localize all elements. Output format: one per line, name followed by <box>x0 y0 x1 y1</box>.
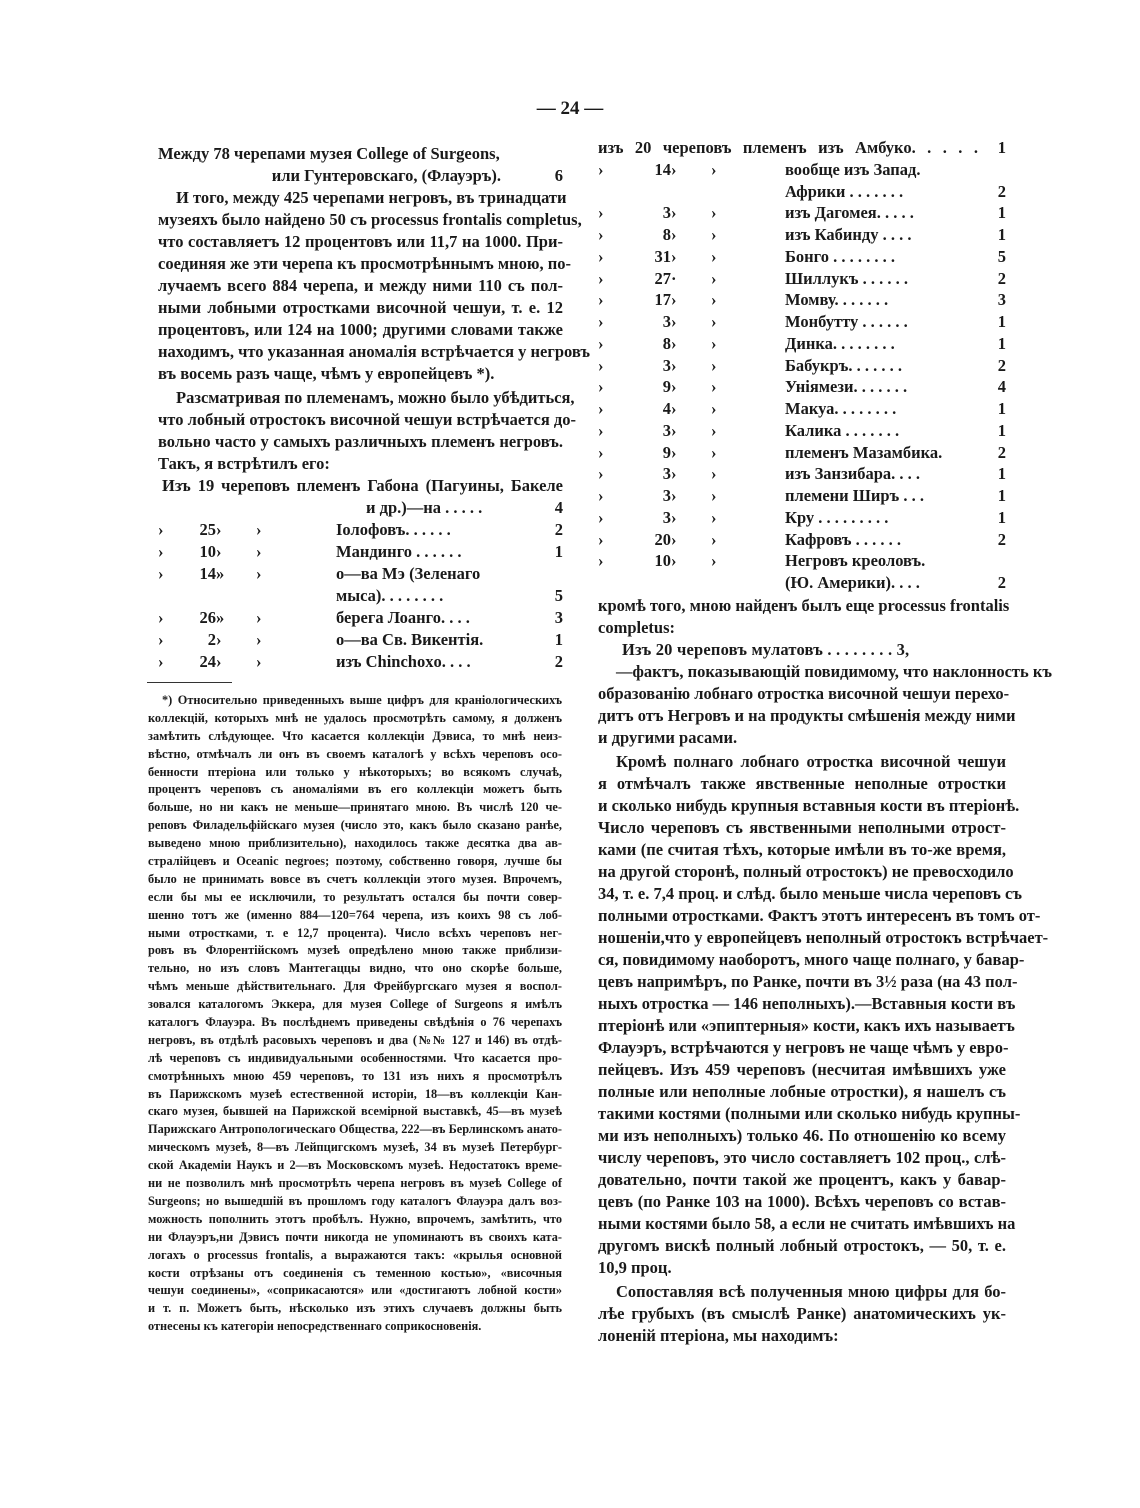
ditto-mark: › <box>711 290 717 310</box>
count-value: 1 <box>554 630 563 649</box>
table-row <box>158 563 563 585</box>
ditto-mark: › <box>598 312 604 331</box>
footnote-line: зовался каталогомъ Эккера, для музея College of Surgeons я имѣлъ <box>148 997 562 1012</box>
table-first-value: 4 <box>554 498 563 517</box>
ditto-mark: › <box>711 529 717 549</box>
table-row <box>598 311 1006 333</box>
table-row <box>598 181 1006 203</box>
footnote-line: вѣстно, отмѣчалъ ли онъ въ своемъ каталогѣ у всѣхъ череповъ осо- <box>148 746 562 761</box>
ditto-mark: › <box>598 442 604 462</box>
text-line: дитъ отъ Негровъ и на продукты смѣшенія между ними <box>598 705 1016 725</box>
footnote-divider <box>147 682 232 683</box>
text-line: и сколько нибудь крупныя вставныя кости въ птеріонѣ. <box>598 795 1020 815</box>
ditto-mark <box>711 572 785 594</box>
footnote-line: лѣ череповъ съ индивидуальными особенностями. Что касается про- <box>148 1050 562 1065</box>
ditto-mark: › <box>711 355 717 375</box>
ditto-mark: › <box>158 630 164 649</box>
skull-count: 25 <box>199 520 216 539</box>
ditto-mark: › <box>598 464 604 484</box>
skull-count: 3 <box>662 312 671 331</box>
ditto-mark: › <box>598 159 604 179</box>
tribe-name: (Ю. Америки). . . . <box>785 573 920 592</box>
text-line: числу череповъ, это число составляетъ 102 проц., слѣ- <box>598 1147 1006 1167</box>
text-line: пейцевъ. Изъ 459 череповъ (несчитая имѣвшихъ уже <box>598 1059 1006 1079</box>
table-row <box>598 246 1006 268</box>
ditto-mark: › <box>711 203 717 223</box>
skull-count: 14 <box>654 159 671 179</box>
ditto-mark: › <box>671 464 677 484</box>
paragraph <box>598 751 1049 1279</box>
after-table-line: кромѣ того, мною найденъ былъ еще processus frontalis <box>598 595 1010 615</box>
ditto-mark: › <box>598 203 604 223</box>
ditto-mark <box>598 572 623 594</box>
text-line: Флауэръ, встрѣчаются у негровъ не чаще чѣмъ у евро- <box>598 1037 1009 1057</box>
footnote-line: ными отростками, т. е 12,7 процента). Число всѣхъ череповъ нег- <box>148 925 562 940</box>
count-value <box>988 159 1006 181</box>
count-value: 2 <box>554 520 563 539</box>
right-table-first-value: 1 <box>997 138 1006 157</box>
footnote-line: каталогъ Флауэра. Въ послѣднемъ приведены свѣдѣнія о 76 черепахъ <box>148 1015 562 1030</box>
ditto-mark: › <box>711 464 717 484</box>
skull-count: 3 <box>662 355 671 375</box>
skull-count: 4 <box>662 399 671 418</box>
tribe-name: племени Ширъ . . . <box>785 486 924 505</box>
text-line: ся, повидимому наоборотъ, много чаще полнаго, у бавар- <box>598 949 1025 969</box>
count-value: 5 <box>997 246 1006 266</box>
count-value: 2 <box>997 268 1006 288</box>
count-value: 1 <box>997 225 1006 244</box>
text-line: 10,9 проц. <box>598 1257 672 1277</box>
tribe-name: изъ Кабинду . . . . <box>785 225 912 244</box>
skull-count: 27 <box>654 268 671 288</box>
text-line: ными костями было 58, а если не считать имѣвшихъ на <box>598 1213 1016 1233</box>
ditto-mark: › <box>711 507 717 527</box>
table-row <box>598 572 1006 594</box>
skull-count: 8 <box>662 225 671 244</box>
text-line: лучаемъ всего 884 черепа, и между ними 110 съ пол- <box>158 276 563 295</box>
tribe-name: мыса). . . . . . . . <box>336 586 444 605</box>
text-line: лоненій птеріона, мы находимъ: <box>598 1325 839 1345</box>
tribe-name: Мандинго . . . . . . <box>336 542 462 561</box>
count-value: 1 <box>997 399 1006 418</box>
tribe-name: Африки . . . . . . . <box>785 181 904 201</box>
table-row <box>598 485 1006 507</box>
text-line: образованію лобнаго отростка височной чешуи перехо- <box>598 683 1010 703</box>
footnote-line: ровъ въ Флорентійскомъ музеѣ опредѣлено мною также приблизи- <box>148 943 562 958</box>
tribe-name: Момву. . . . . . . <box>785 290 889 310</box>
footnote-line: Surgeons; но вышедшій въ прошломъ году каталогъ Флауэра далъ воз- <box>148 1193 562 1208</box>
text-line: Кромѣ полнаго лобнаго отростка височной чешуи <box>616 751 1006 771</box>
ditto-mark: › <box>711 333 717 353</box>
skull-count: 3 <box>662 203 671 223</box>
skull-count: 3 <box>662 507 671 527</box>
tribe-name: о—ва Св. Викентія. <box>336 630 484 649</box>
tribe-name: изъ Дагомея. . . . . <box>785 203 914 223</box>
count-value: 2 <box>554 652 563 671</box>
footnote-line: больше, но ни какъ не меньше—принятаго мною. Въ числѣ 120 че- <box>148 800 562 815</box>
count-value: 2 <box>997 355 1006 375</box>
top-entry-line1: Между 78 черепами музея College of Surgeons, <box>158 144 500 163</box>
ditto-mark: › <box>598 399 604 418</box>
tribe-name: Калика . . . . . . . <box>785 420 900 440</box>
text-line: Число череповъ съ явственными неполными отрост- <box>598 817 1006 837</box>
count-value: 2 <box>997 442 1006 462</box>
text-line: полными отростками. Фактъ этотъ интересенъ въ томъ от- <box>598 905 1041 925</box>
ditto-mark: › <box>671 290 677 310</box>
ditto-mark <box>671 572 711 594</box>
table-row <box>598 159 1006 181</box>
ditto-mark: › <box>158 542 164 561</box>
mulatto-line: Изъ 20 череповъ мулатовъ . . . . . . . . 3, <box>622 639 910 659</box>
text-line: ками (пе считая тѣхъ, которые имѣли въ то-же время, <box>598 839 1006 859</box>
tribe-name: о—ва Мэ (Зеленаго <box>336 564 481 583</box>
text-line: и другими расами. <box>598 727 738 747</box>
count-value: 1 <box>997 312 1006 331</box>
right-paragraphs <box>598 661 1053 1347</box>
ditto-mark: › <box>598 225 604 244</box>
table-row <box>598 333 1006 355</box>
ditto-mark: › <box>671 312 677 331</box>
table-row <box>158 585 563 607</box>
table-row <box>598 529 1006 551</box>
ditto-mark: › <box>711 551 717 571</box>
text-line: 34, т. е. 7,4 проц. и слѣд. было меньше числа череповъ съ <box>598 883 1022 903</box>
ditto-mark: › <box>711 246 717 266</box>
ditto-mark: › <box>158 520 164 539</box>
text-line: цевъ напримѣръ, по Ранке, почти въ 3½ раза (на 43 пол- <box>598 971 1018 991</box>
ditto-mark: › <box>671 203 677 223</box>
after-table-line: completus: <box>598 617 675 637</box>
ditto-mark: » <box>216 608 225 627</box>
ditto-mark: › <box>256 564 262 583</box>
tribe-name: вообще изъ Запад. <box>785 159 921 179</box>
skull-count: 8 <box>662 333 671 353</box>
footnote-line: въ Парижскомъ музеѣ естественной исторіи, 18—въ коллекціи Кан- <box>148 1086 562 1101</box>
skull-count: 10 <box>654 551 671 571</box>
table-row <box>158 541 563 563</box>
skull-count: 2 <box>207 630 216 649</box>
ditto-mark: › <box>598 486 604 505</box>
tribe-name: Уніямези. . . . . . . <box>785 377 908 397</box>
ditto-mark: › <box>671 246 677 266</box>
ditto-mark: › <box>671 420 677 440</box>
table-row <box>598 355 1006 377</box>
skull-count: 31 <box>654 246 671 266</box>
ditto-mark: › <box>216 542 222 561</box>
text-line: такими костями (полными или сколько нибудь крупны- <box>598 1103 1021 1123</box>
table-row <box>598 376 1006 398</box>
text-line: полные или неполные лобные отростки), я нашелъ съ <box>598 1081 1006 1101</box>
count-value: 4 <box>997 377 1006 397</box>
ditto-mark: › <box>671 551 677 571</box>
top-entry-text: или Гунтеровскаго, (Флауэръ). <box>271 166 501 185</box>
footnote-line: ской Академіи Наукъ и 2—въ Московскомъ музеѣ. Недостатокъ време- <box>148 1158 562 1173</box>
ditto-mark: › <box>671 225 677 244</box>
table-row <box>158 651 563 673</box>
skull-count: 10 <box>199 542 216 561</box>
footnote <box>148 692 562 1336</box>
text-line: въ восемь разъ чаще, чѣмъ у европейцевъ *). <box>158 364 495 383</box>
tribe-name: Негровъ креоловъ. <box>785 551 926 571</box>
ditto-mark: › <box>598 246 604 266</box>
table-row <box>598 224 1006 246</box>
footnote-line: бенности птеріона или только у нѣкоторыхъ; во всякомъ случаѣ, <box>148 764 562 779</box>
text-line: Сопоставляя всѣ полученныя мною цифры для бо- <box>616 1281 1006 1301</box>
skull-count: 9 <box>662 442 671 462</box>
footnote-line: Парижскаго Антропологическаго Общества, 222—въ Берлинскомъ анато- <box>148 1122 562 1137</box>
skull-count: 20 <box>654 529 671 549</box>
footnote-line: коллекцій, которыхъ мнѣ не удалось просмотрѣть самому, я долженъ <box>148 710 562 725</box>
table-first-line: Изъ 19 череповъ племенъ Габона (Пагуины, Бакеле <box>162 476 563 495</box>
footnote-line: реповъ Филадельфійскаго музея (число это, какъ было сказано ранѣе, <box>148 818 562 833</box>
tribe-name: Кру . . . . . . . . . <box>785 507 889 527</box>
footnote-line: замѣтить слѣдующее. Что касается коллекціи Дэвиса, то мнѣ неиз- <box>148 728 562 743</box>
count-value: 1 <box>997 203 1006 223</box>
tribe-name: изъ Занзибара. . . . <box>785 464 921 484</box>
text-line: довательно, почти такой же процентъ, какъ у бавар- <box>598 1169 1006 1189</box>
count-value: 1 <box>997 464 1006 484</box>
skull-count: 3 <box>662 420 671 440</box>
table-first-cont-text: и др.)—на . . . . . <box>366 498 483 517</box>
ditto-mark: › <box>256 542 262 561</box>
skull-count <box>623 572 671 594</box>
ditto-mark: › <box>256 608 262 627</box>
footnote-line: можность пополнить этотъ пробѣлъ. Нужно, впрочемъ, замѣтить, что <box>148 1211 562 1226</box>
ditto-mark: › <box>256 652 262 671</box>
ditto-mark <box>216 585 256 607</box>
ditto-mark: › <box>158 652 164 671</box>
footnote-line: если бы мы ее исключили, то результатъ остался бы почти совер- <box>148 889 562 904</box>
text-line: находимъ, что указанная аномалія встрѣчается у негровъ <box>158 342 590 361</box>
text-line: что составляетъ 12 процентовъ или 11,7 на 1000. При- <box>158 232 563 251</box>
count-value: 1 <box>997 507 1006 527</box>
ditto-mark: › <box>256 630 262 649</box>
text-line: вольно часто у самыхъ различныхъ племенъ негровъ. <box>158 432 563 451</box>
table-row <box>598 442 1006 464</box>
table-row <box>158 519 563 541</box>
tribe-name: Шиллукъ . . . . . . <box>785 268 909 288</box>
table-row <box>598 507 1006 529</box>
text-line: я отмѣчалъ также явственные неполные отростки <box>598 773 1006 793</box>
ditto-mark: › <box>598 290 604 310</box>
page-number: — 24 — <box>536 98 604 119</box>
right-table <box>598 159 1006 594</box>
footnote-line: *) Относительно приведенныхъ выше цифръ для краніологическихъ <box>162 693 562 707</box>
table-row <box>598 550 1006 572</box>
ditto-mark: › <box>711 225 717 244</box>
tribe-name: Монбутту . . . . . . <box>785 312 908 331</box>
ditto-mark: › <box>671 355 677 375</box>
tribe-name: племенъ Мазамбика. <box>785 442 943 462</box>
text-line: музеяхъ было найдено 50 съ processus frontalis completus, <box>158 210 582 229</box>
text-line: соединяя же эти черепа къ просмотрѣннымъ мною, по- <box>158 254 572 273</box>
ditto-mark: › <box>216 652 222 671</box>
skull-count: 26 <box>199 608 216 627</box>
footnote-line: скаго музея, бывшей на Парижской всемірной выставкѣ, 45—въ музеѣ <box>148 1104 562 1119</box>
count-value: 1 <box>997 486 1006 505</box>
right-column <box>598 137 1053 1347</box>
left-paragraphs <box>158 187 590 475</box>
text-line: птеріонѣ или «эпиптерныя» кости, какъ ихъ называетъ <box>598 1015 1015 1035</box>
ditto-mark: › <box>671 507 677 527</box>
ditto-mark: » <box>216 564 225 583</box>
ditto-mark: › <box>671 442 677 462</box>
paragraph <box>598 1281 1006 1347</box>
count-value <box>541 563 563 585</box>
table-row <box>598 289 1006 311</box>
tribe-name: Динка. . . . . . . . <box>785 333 895 353</box>
skull-count <box>623 181 671 203</box>
ditto-mark <box>598 181 623 203</box>
text-line: на другой сторонѣ, полный отростокъ) не превосходило <box>598 861 1014 881</box>
ditto-mark <box>671 181 711 203</box>
count-value: 5 <box>554 586 563 605</box>
text-line: ныхъ отростка — 146 неполныхъ).—Вставныя кости въ <box>598 993 1016 1013</box>
footnote-line: шенно тотъ же (именно 884—120=764 черепа, изъ коихъ 98 съ лоб- <box>148 907 562 922</box>
ditto-mark: › <box>598 355 604 375</box>
tribe-name: Кафровъ . . . . . . <box>785 529 902 549</box>
table-row <box>598 420 1006 442</box>
table-row <box>598 268 1006 290</box>
ditto-mark <box>256 585 336 607</box>
ditto-mark: › <box>256 520 262 539</box>
ditto-mark: › <box>711 420 717 440</box>
ditto-mark: › <box>158 564 164 583</box>
footnote-line: отнесены къ категоріи непосредственнаго соприкосновенія. <box>148 1319 482 1334</box>
count-value: 1 <box>997 333 1006 353</box>
ditto-mark: › <box>671 486 677 505</box>
ditto-mark: › <box>598 529 604 549</box>
ditto-mark: › <box>671 399 677 418</box>
count-value: 1 <box>997 420 1006 440</box>
ditto-mark: › <box>711 159 717 179</box>
footnote-line: ни не позволилъ мнѣ просмотрѣть черепа негровъ въ музеѣ College of <box>148 1176 562 1191</box>
count-value: 3 <box>554 608 563 627</box>
ditto-mark <box>711 181 785 203</box>
skull-count <box>172 585 216 607</box>
paragraph <box>598 661 1053 749</box>
right-table-first-text: изъ 20 череповъ племенъ изъ Амбуко. . . . . <box>598 138 978 157</box>
ditto-mark: › <box>711 486 717 505</box>
text-line: —фактъ, показывающій повидимому, что наклонность къ <box>616 661 1053 681</box>
text-line: ми изъ неполныхъ) только 46. По отношенію ко всему <box>598 1125 1006 1145</box>
text-line: Разсматривая по племенамъ, можно было убѣдиться, <box>176 388 575 407</box>
tribe-name: Іолофовъ. . . . . . <box>336 520 451 539</box>
text-line: ными лобными отростками височной чешуи, т. е. 12 <box>158 298 563 317</box>
skull-count: 3 <box>662 464 671 484</box>
tribe-name: Макуа. . . . . . . . <box>785 399 897 418</box>
text-line: лѣе грубыхъ (въ смыслѣ Ранке) анатомическихъ ук- <box>598 1303 1006 1323</box>
footnote-line: логахъ о processus frontalis, а выражаются такъ: «крылья основной <box>148 1247 562 1262</box>
skull-count: 17 <box>654 290 671 310</box>
tribe-name: берега Лоанго. . . . <box>336 608 470 627</box>
table-row <box>598 398 1006 420</box>
ditto-mark: › <box>598 551 604 571</box>
footnote-line: было не принимать вовсе въ счетъ коллекціи этого музея. Впрочемъ, <box>148 871 562 886</box>
footnote-line: тельно, но изъ словъ Мантегаццы видно, что оно скорѣе больше, <box>148 961 562 976</box>
footnote-line: и т. п. Можетъ быть, нѣсколько изъ этихъ случаевъ должны быть <box>148 1301 562 1316</box>
ditto-mark: › <box>598 420 604 440</box>
text-line: ношеніи,что у европейцевъ неполный отростокъ встрѣчает- <box>598 927 1049 947</box>
ditto-mark: › <box>216 520 222 539</box>
ditto-mark: › <box>711 312 717 331</box>
skull-count: 9 <box>662 377 671 397</box>
text-line: другомъ вискѣ полный лобный отростокъ, — 50, т. е. <box>598 1235 1006 1255</box>
text-line: цевъ (по Ранке 103 на 1000). Всѣхъ череповъ со встав- <box>598 1191 1006 1211</box>
left-table <box>158 519 563 673</box>
paragraph <box>158 187 590 385</box>
table-row <box>158 607 563 629</box>
footnote-line: стралійцевъ и Oceanic negroes; поэтому, собственно говоря, лучше бы <box>148 854 562 869</box>
footnote-line: смотрѣнныхъ мною 459 череповъ, то 131 изъ нихъ я просмотрѣлъ <box>148 1068 562 1083</box>
table-row <box>598 202 1006 224</box>
text-line: И того, между 425 черепами негровъ, въ тринадцати <box>176 188 567 207</box>
ditto-mark: · <box>671 268 677 288</box>
ditto-mark: › <box>598 268 604 288</box>
tribe-name: изъ Chinchoxo. . . . <box>336 652 471 671</box>
ditto-mark: › <box>671 377 677 397</box>
ditto-mark <box>158 585 172 607</box>
top-entry-value: 6 <box>554 166 563 185</box>
skull-count: 14 <box>199 564 216 583</box>
count-value: 2 <box>997 529 1006 549</box>
tribe-name: Бабукръ. . . . . . . <box>785 355 902 375</box>
footnote-line: процентъ череповъ съ аномаліями въ его коллекціи можетъ быть <box>148 782 562 797</box>
ditto-mark: › <box>216 630 222 649</box>
count-value: 1 <box>554 542 563 561</box>
text-line: что лобный отростокъ височной чешуи встрѣчается до- <box>158 410 576 429</box>
count-value <box>988 550 1006 572</box>
ditto-mark: › <box>598 333 604 353</box>
footnote-line: чешуи соединены», «соприкасаются» или «достигаютъ лобной кости» <box>148 1283 562 1298</box>
count-value: 2 <box>997 181 1006 201</box>
table-row <box>598 463 1006 485</box>
ditto-mark: › <box>711 399 717 418</box>
top-entry-line2 <box>158 165 563 187</box>
ditto-mark: › <box>671 333 677 353</box>
text-line: Такъ, я встрѣтилъ его: <box>158 454 330 473</box>
ditto-mark: › <box>711 377 717 397</box>
tribe-name: Бонго . . . . . . . . <box>785 246 895 266</box>
footnote-paragraph <box>148 692 562 1336</box>
skull-count: 24 <box>199 652 216 671</box>
table-row <box>158 629 563 651</box>
left-column <box>158 143 590 673</box>
ditto-mark: › <box>671 159 677 179</box>
footnote-line: негровъ, въ отдѣлѣ расовыхъ череповъ и два (№№ 127 и 146) въ отдѣ- <box>148 1032 562 1047</box>
ditto-mark: › <box>158 608 164 627</box>
count-value: 3 <box>997 290 1006 310</box>
right-table-first-row <box>598 137 1006 159</box>
ditto-mark: › <box>711 442 717 462</box>
ditto-mark: › <box>711 268 717 288</box>
ditto-mark: › <box>671 529 677 549</box>
footnote-line: выведено мною приблизительно), находилось также десятка два ав- <box>148 836 562 851</box>
paragraph <box>158 387 576 475</box>
count-value: 2 <box>997 573 1006 592</box>
ditto-mark: › <box>598 507 604 527</box>
text-line: процентовъ, или 124 на 1000; другими словами также <box>158 320 563 339</box>
footnote-line: кости отрѣзаны отъ соединенія съ теменною костью», «височныя <box>148 1265 562 1280</box>
footnote-line: ни Флауэръ,ни Дэвисъ почти никогда не упоминаютъ въ своихъ ката- <box>148 1229 562 1244</box>
table-first-cont <box>158 497 563 519</box>
footnote-line: мическомъ музеѣ, 8—въ Лейпцигскомъ музеѣ, 34 въ музеѣ Петербург- <box>148 1140 562 1155</box>
footnote-line: чѣмъ меньше дѣйствительнаго. Для Фрейбургскаго музея я воспол- <box>148 979 562 994</box>
ditto-mark: › <box>598 377 604 397</box>
skull-count: 3 <box>662 486 671 505</box>
